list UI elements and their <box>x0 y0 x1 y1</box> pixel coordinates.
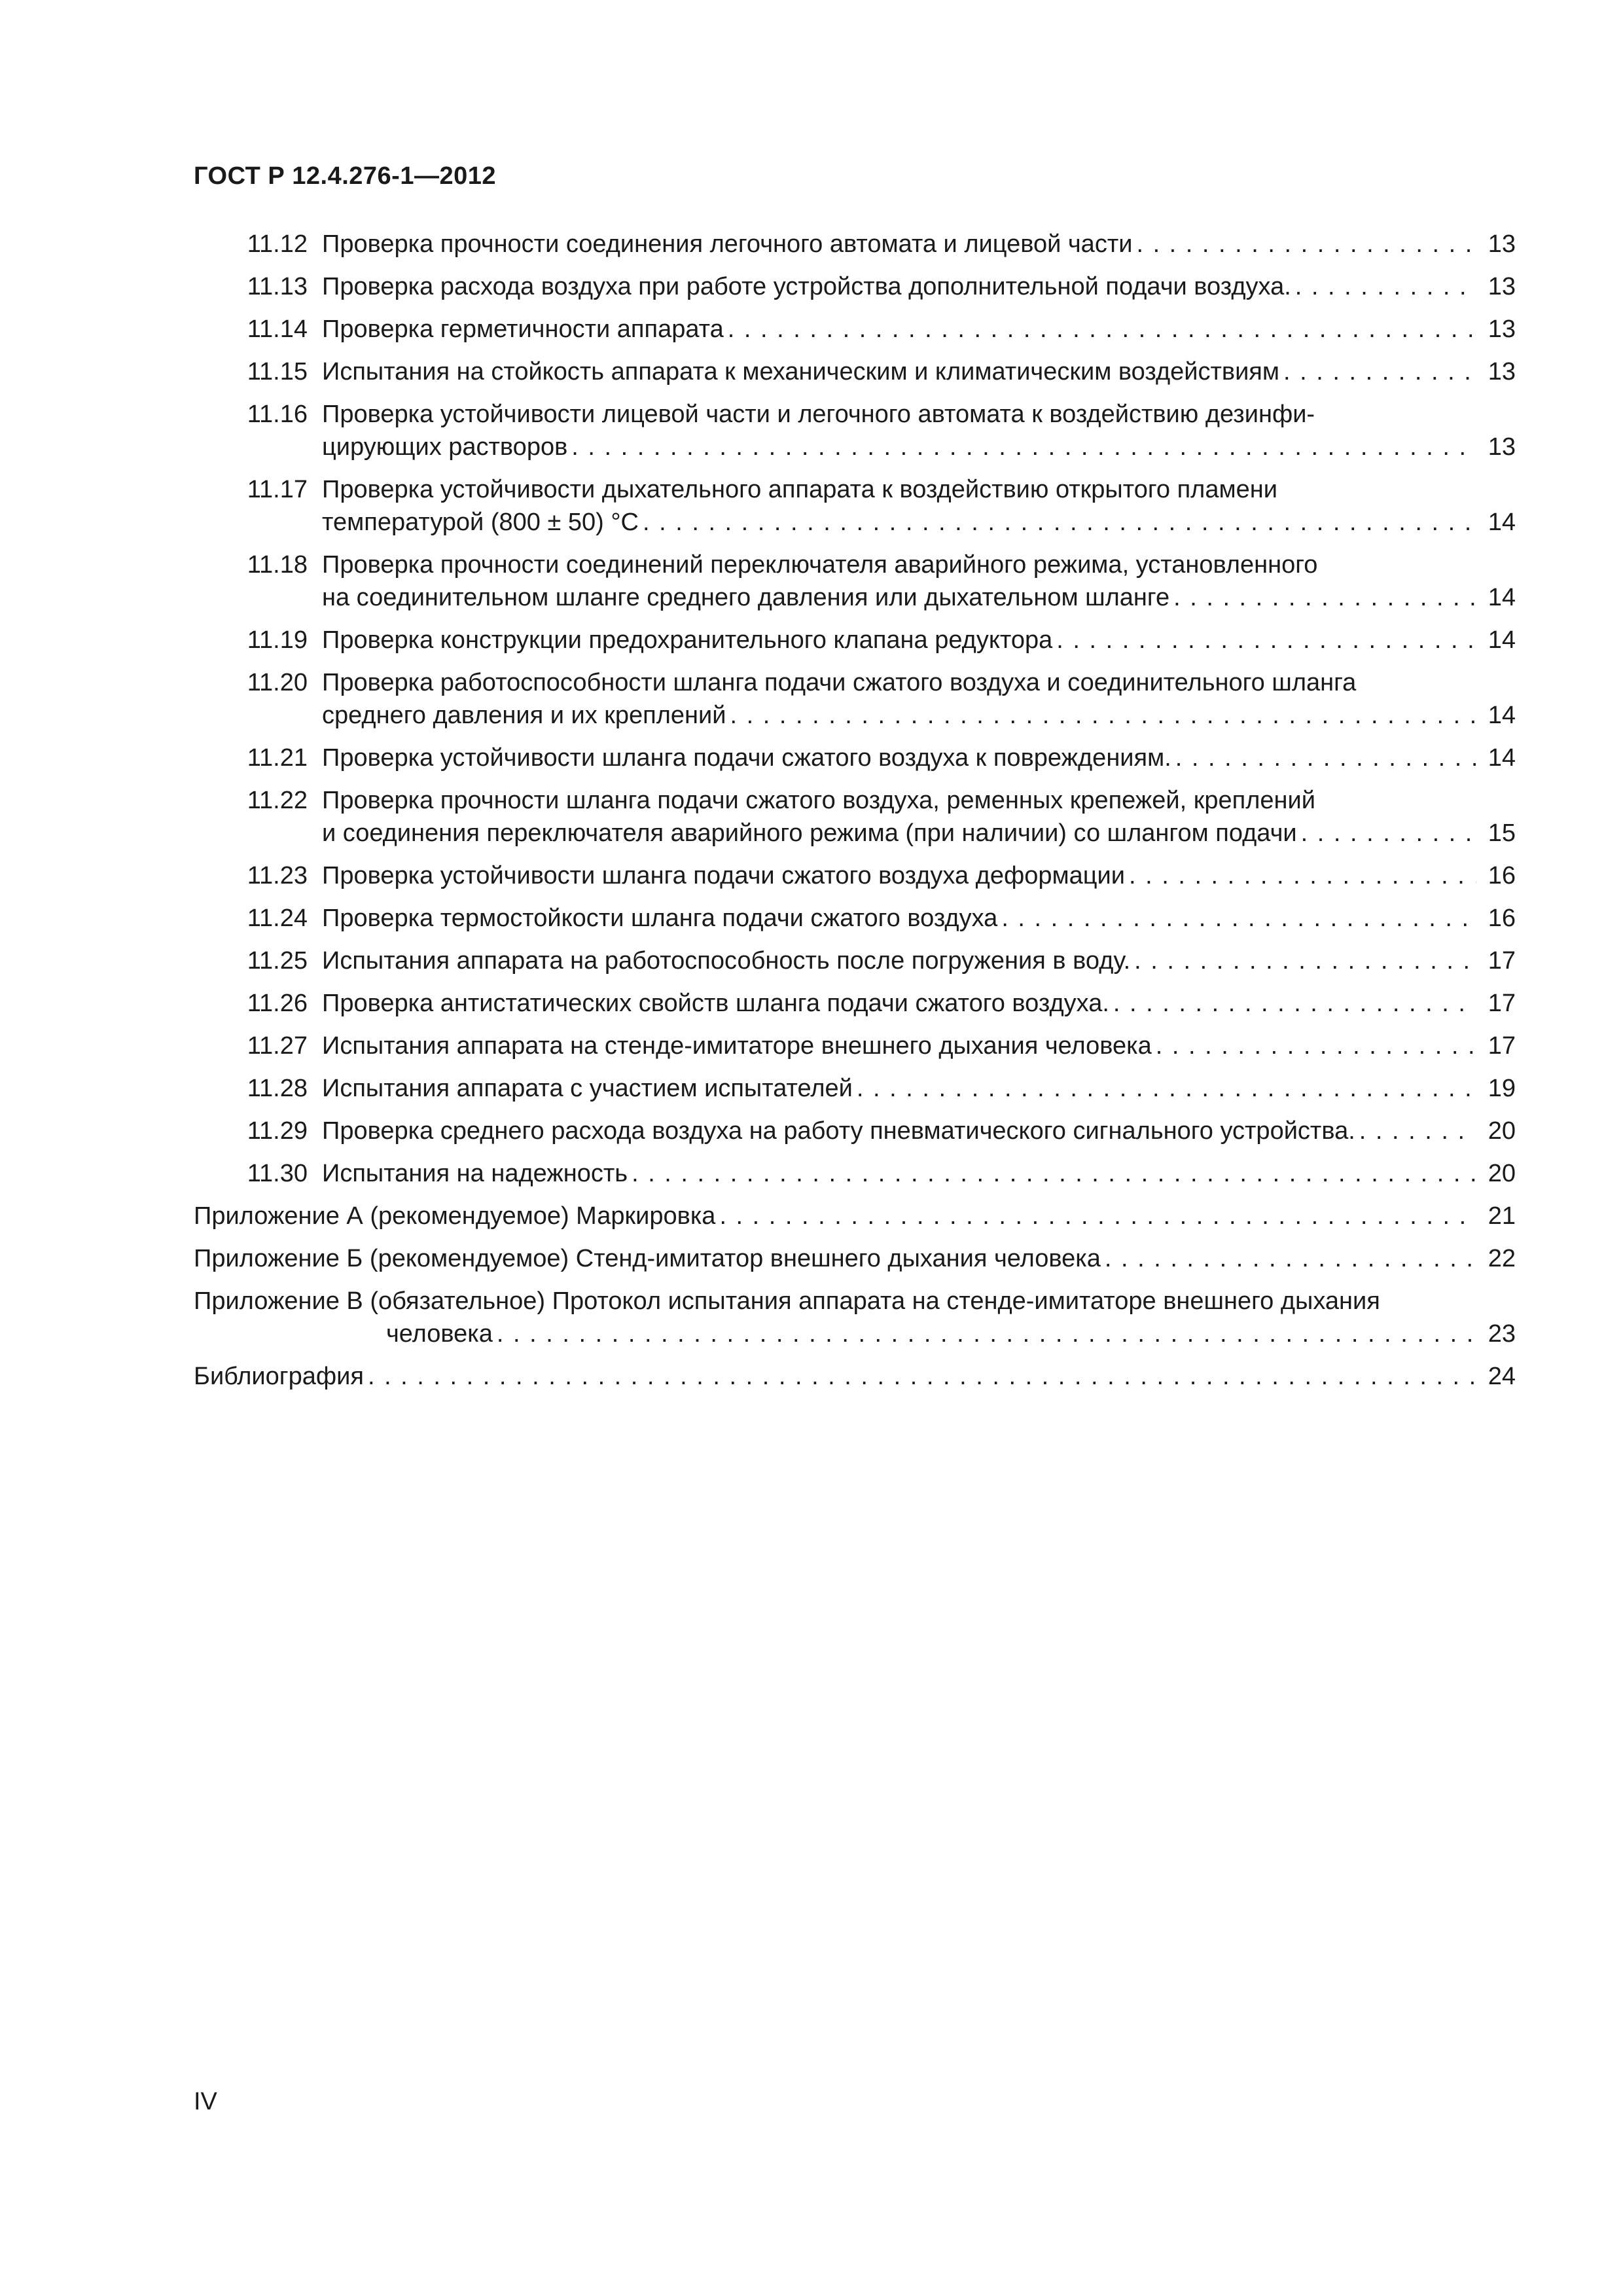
toc-entry-page: 14 <box>1488 702 1516 729</box>
toc-entry-title: Проверка конструкции предохранительного клапана редуктора <box>322 626 1053 654</box>
toc-entry-title-line-1: Проверка прочности шланга подачи сжатого воздуха, ременных крепежей, креплений <box>322 787 1315 814</box>
toc-entry-number: 11.23 <box>247 862 308 889</box>
toc-entry-page: 13 <box>1488 273 1516 300</box>
toc-bibliography-title: Библиография <box>194 1363 364 1390</box>
toc-entry-title-line-2: среднего давления и их креплений <box>322 702 726 729</box>
toc-entry-page: 13 <box>1488 230 1516 258</box>
toc-entry-page: 13 <box>1488 358 1516 386</box>
toc-entry-number: 11.16 <box>247 401 308 428</box>
toc-entry-title: Испытания аппарата на стенде-имитаторе внешнего дыхания человека <box>322 1032 1152 1060</box>
toc-leader-dots <box>1169 581 1476 614</box>
toc-leader-dots <box>1297 817 1476 850</box>
toc-appendix-entry[interactable] <box>194 1200 1516 1232</box>
toc-entry-number: 11.14 <box>247 315 308 343</box>
toc-appendix-title: Приложение А (рекомендуемое) Маркировка <box>194 1202 716 1230</box>
toc-entry-title: Испытания аппарата на работоспособность после погружения в воду. <box>322 947 1131 975</box>
toc-entry-number: 11.30 <box>247 1160 308 1187</box>
toc-entry-number: 11.24 <box>247 905 308 932</box>
toc-entry-title: Проверка термостойкости шланга подачи сжатого воздуха <box>322 905 998 932</box>
toc-entry-number: 11.20 <box>247 669 308 696</box>
toc-entry-number: 11.26 <box>247 990 308 1017</box>
toc-appendix-title: Приложение Б (рекомендуемое) Стенд-имитатор внешнего дыхания человека <box>194 1245 1101 1272</box>
toc-appendix-title-line-1: Приложение В (обязательное) Протокол испытания аппарата на стенде-имитаторе внешнего дыхания <box>194 1287 1380 1315</box>
toc-leader-dots <box>1355 1115 1476 1147</box>
toc-appendix-entry[interactable] <box>194 1285 1516 1350</box>
toc-entry[interactable] <box>194 1072 1516 1105</box>
toc-entry-title: Проверка устойчивости шланга подачи сжатого воздуха к повреждениям. <box>322 744 1171 772</box>
toc-entry-number: 11.21 <box>247 744 308 772</box>
toc-entry-page: 13 <box>1488 315 1516 343</box>
toc-leader-dots <box>493 1318 1476 1350</box>
toc-entry[interactable] <box>194 624 1516 656</box>
toc-leader-dots <box>726 699 1477 732</box>
toc-entry[interactable] <box>194 313 1516 346</box>
toc-entry-page: 16 <box>1488 905 1516 932</box>
toc-entry-title-line-2: цирующих растворов <box>322 433 568 461</box>
toc-entry-title: Испытания аппарата с участием испытателей <box>322 1075 853 1102</box>
toc-entry-title: Проверка прочности соединения легочного автомата и лицевой части <box>322 230 1133 258</box>
toc-entry-number: 11.19 <box>247 626 308 654</box>
toc-entry-number: 11.28 <box>247 1075 308 1102</box>
toc-entry-page: 20 <box>1488 1160 1516 1187</box>
toc-entry-page: 23 <box>1488 1320 1516 1348</box>
toc-leader-dots <box>1109 987 1476 1020</box>
toc-entry-title: Проверка расхода воздуха при работе устройства дополнительной подачи воздуха. <box>322 273 1291 300</box>
toc-leader-dots <box>1279 355 1476 388</box>
table-of-contents <box>194 228 1516 1403</box>
toc-leader-dots <box>1291 270 1476 303</box>
toc-entry-number: 11.27 <box>247 1032 308 1060</box>
toc-entry-page: 20 <box>1488 1117 1516 1145</box>
toc-leader-dots <box>364 1360 1476 1393</box>
toc-entry-title-line-1: Проверка работоспособности шланга подачи сжатого воздуха и соединительного шланга <box>322 669 1357 696</box>
toc-bibliography-entry[interactable] <box>194 1360 1516 1393</box>
toc-entry-page: 14 <box>1488 626 1516 654</box>
toc-entry-page: 22 <box>1488 1245 1516 1272</box>
toc-leader-dots <box>853 1072 1476 1105</box>
toc-appendix-entry[interactable] <box>194 1242 1516 1275</box>
toc-appendix-title-line-2: человека <box>386 1320 493 1348</box>
toc-entry-page: 14 <box>1488 744 1516 772</box>
toc-entry-number: 11.25 <box>247 947 308 975</box>
toc-entry[interactable] <box>194 398 1516 463</box>
toc-leader-dots <box>1052 624 1476 656</box>
toc-entry[interactable] <box>194 355 1516 388</box>
toc-entry[interactable] <box>194 228 1516 260</box>
page-number: IV <box>194 2088 217 2115</box>
toc-leader-dots <box>1152 1030 1476 1062</box>
toc-entry-page: 14 <box>1488 584 1516 611</box>
toc-leader-dots <box>639 506 1476 539</box>
toc-entry-title-line-1: Проверка устойчивости лицевой части и легочного автомата к воздействию дезинфи- <box>322 401 1315 428</box>
toc-leader-dots <box>715 1200 1476 1232</box>
toc-entry-page: 14 <box>1488 509 1516 536</box>
toc-entry-number: 11.12 <box>247 230 308 258</box>
toc-entry-page: 24 <box>1488 1363 1516 1390</box>
toc-entry-number: 11.13 <box>247 273 308 300</box>
toc-entry-title-line-2: температурой (800 ± 50) °С <box>322 509 639 536</box>
toc-entry-page: 17 <box>1488 1032 1516 1060</box>
toc-entry-page: 19 <box>1488 1075 1516 1102</box>
toc-entry[interactable] <box>194 1030 1516 1062</box>
toc-entry[interactable] <box>194 784 1516 850</box>
toc-entry[interactable] <box>194 473 1516 539</box>
toc-entry-number: 11.15 <box>247 358 308 386</box>
toc-entry-page: 13 <box>1488 433 1516 461</box>
toc-entry[interactable] <box>194 1157 1516 1190</box>
toc-entry[interactable] <box>194 987 1516 1020</box>
toc-entry-title: Проверка устойчивости шланга подачи сжатого воздуха деформации <box>322 862 1125 889</box>
toc-leader-dots <box>997 902 1476 935</box>
toc-entry[interactable] <box>194 548 1516 614</box>
toc-leader-dots <box>567 431 1476 463</box>
toc-leader-dots <box>1101 1242 1476 1275</box>
toc-entry-number: 11.17 <box>247 476 308 503</box>
toc-entry-title-line-1: Проверка прочности соединений переключателя аварийного режима, установленного <box>322 551 1318 579</box>
toc-entry-number: 11.29 <box>247 1117 308 1145</box>
toc-leader-dots <box>628 1157 1476 1190</box>
toc-leader-dots <box>1132 228 1476 260</box>
toc-entry[interactable] <box>194 902 1516 935</box>
toc-entry-title: Испытания на стойкость аппарата к механическим и климатическим воздействиям <box>322 358 1279 386</box>
toc-leader-dots <box>1125 859 1476 892</box>
toc-leader-dots <box>1130 944 1476 977</box>
toc-leader-dots <box>1171 742 1476 774</box>
toc-entry-number: 11.18 <box>247 551 308 579</box>
toc-entry[interactable] <box>194 944 1516 977</box>
document-title: ГОСТ Р 12.4.276-1—2012 <box>194 162 497 190</box>
toc-entry-page: 17 <box>1488 947 1516 975</box>
toc-entry-title: Испытания на надежность <box>322 1160 628 1187</box>
toc-entry-number: 11.22 <box>247 787 308 814</box>
toc-entry-title: Проверка антистатических свойств шланга подачи сжатого воздуха. <box>322 990 1109 1017</box>
toc-leader-dots <box>724 313 1476 346</box>
toc-entry-title-line-2: на соединительном шланге среднего давления или дыхательном шланге <box>322 584 1170 611</box>
toc-entry-page: 15 <box>1488 819 1516 847</box>
toc-entry-page: 16 <box>1488 862 1516 889</box>
toc-entry[interactable] <box>194 742 1516 774</box>
toc-entry-title-line-2: и соединения переключателя аварийного режима (при наличии) со шлангом подачи <box>322 819 1297 847</box>
toc-entry[interactable] <box>194 270 1516 303</box>
toc-entry[interactable] <box>194 859 1516 892</box>
toc-entry-page: 17 <box>1488 990 1516 1017</box>
toc-entry-title: Проверка среднего расхода воздуха на работу пневматического сигнального устройства. <box>322 1117 1355 1145</box>
toc-entry-page: 21 <box>1488 1202 1516 1230</box>
toc-entry[interactable] <box>194 1115 1516 1147</box>
toc-entry-title: Проверка герметичности аппарата <box>322 315 724 343</box>
toc-entry[interactable] <box>194 666 1516 732</box>
toc-entry-title-line-1: Проверка устойчивости дыхательного аппарата к воздействию открытого пламени <box>322 476 1277 503</box>
